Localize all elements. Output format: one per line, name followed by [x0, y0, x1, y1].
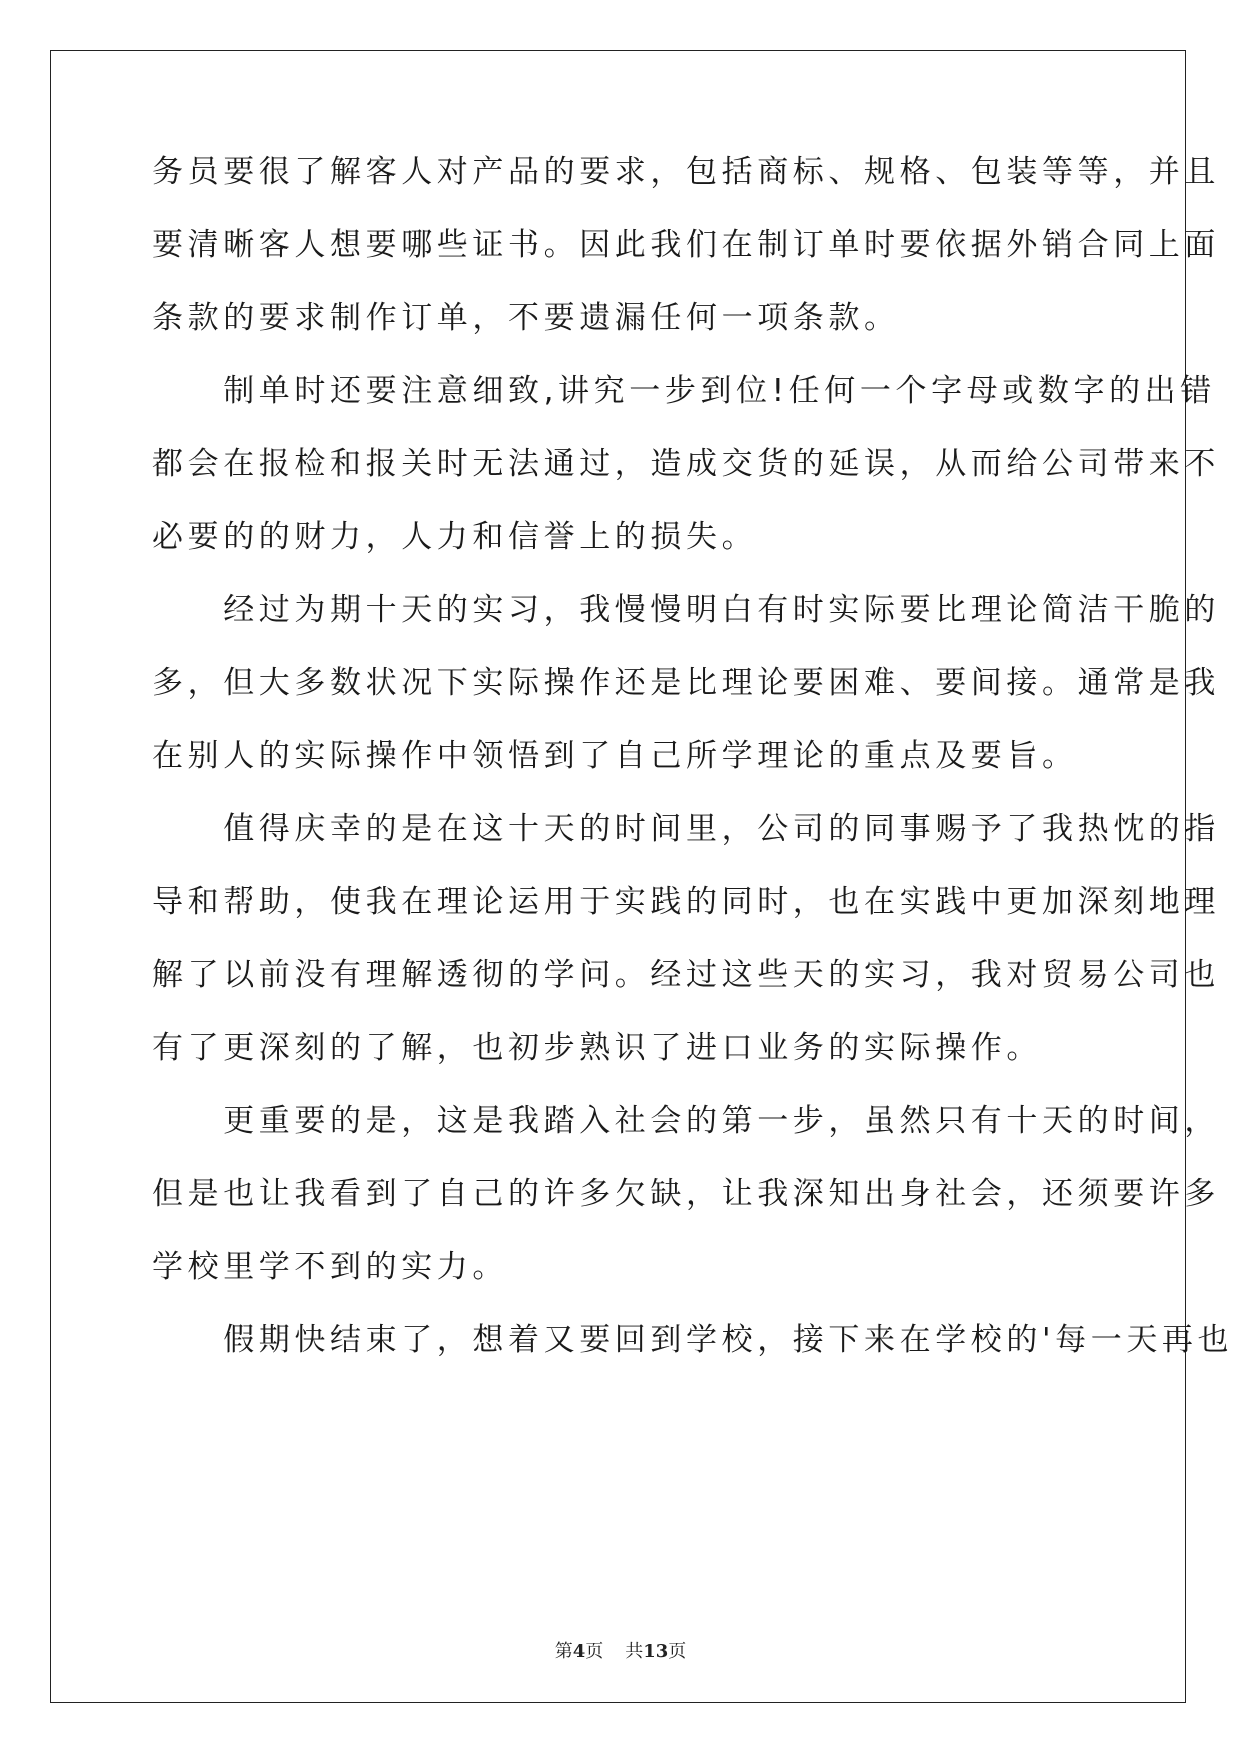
page-number: 4 — [572, 1641, 586, 1662]
text-line: 必要的的财力，人力和信誉上的损失。 — [152, 519, 758, 555]
text-line: 条款的要求制作订单，不要遗漏任何一项条款。 — [152, 300, 900, 336]
text-line: 有了更深刻的了解，也初步熟识了进口业务的实际操作。 — [152, 1030, 1042, 1066]
text-line: 都会在报检和报关时无法通过，造成交货的延误，从而给公司带来不 — [152, 446, 1220, 482]
text-line: 务员要很了解客人对产品的要求，包括商标、规格、包装等等，并且 — [152, 154, 1220, 190]
text-line: 学校里学不到的实力。 — [152, 1249, 508, 1285]
page-suffix: 页 — [585, 1641, 604, 1662]
text-line: 解了以前没有理解透彻的学问。经过这些天的实习，我对贸易公司也 — [152, 957, 1220, 993]
total-suffix: 页 — [668, 1641, 687, 1662]
text-line: 在别人的实际操作中领悟到了自己所学理论的重点及要旨。 — [152, 738, 1078, 774]
text-line: 值得庆幸的是在这十天的时间里，公司的同事赐予了我热忱的指 — [152, 811, 1220, 847]
text-line: 要清晰客人想要哪些证书。因此我们在制订单时要依据外销合同上面 — [152, 227, 1220, 263]
total-pages: 13 — [643, 1641, 669, 1662]
text-line: 更重要的是，这是我踏入社会的第一步，虽然只有十天的时间， — [152, 1103, 1220, 1139]
text-line: 经过为期十天的实习，我慢慢明白有时实际要比理论简洁干脆的 — [152, 592, 1220, 628]
text-line: 假期快结束了，想着又要回到学校，接下来在学校的'每一天再也 — [152, 1322, 1234, 1358]
total-prefix: 共 — [625, 1641, 644, 1662]
page-prefix: 第 — [554, 1641, 573, 1662]
text-line: 多，但大多数状况下实际操作还是比理论要困难、要间接。通常是我 — [152, 665, 1220, 701]
text-line: 导和帮助，使我在理论运用于实践的同时，也在实践中更加深刻地理 — [152, 884, 1220, 920]
text-line: 但是也让我看到了自己的许多欠缺，让我深知出身社会，还须要许多 — [152, 1176, 1220, 1212]
text-line: 制单时还要注意细致,讲究一步到位!任何一个字母或数字的出错 — [152, 373, 1216, 409]
page-footer — [0, 1640, 1241, 1664]
